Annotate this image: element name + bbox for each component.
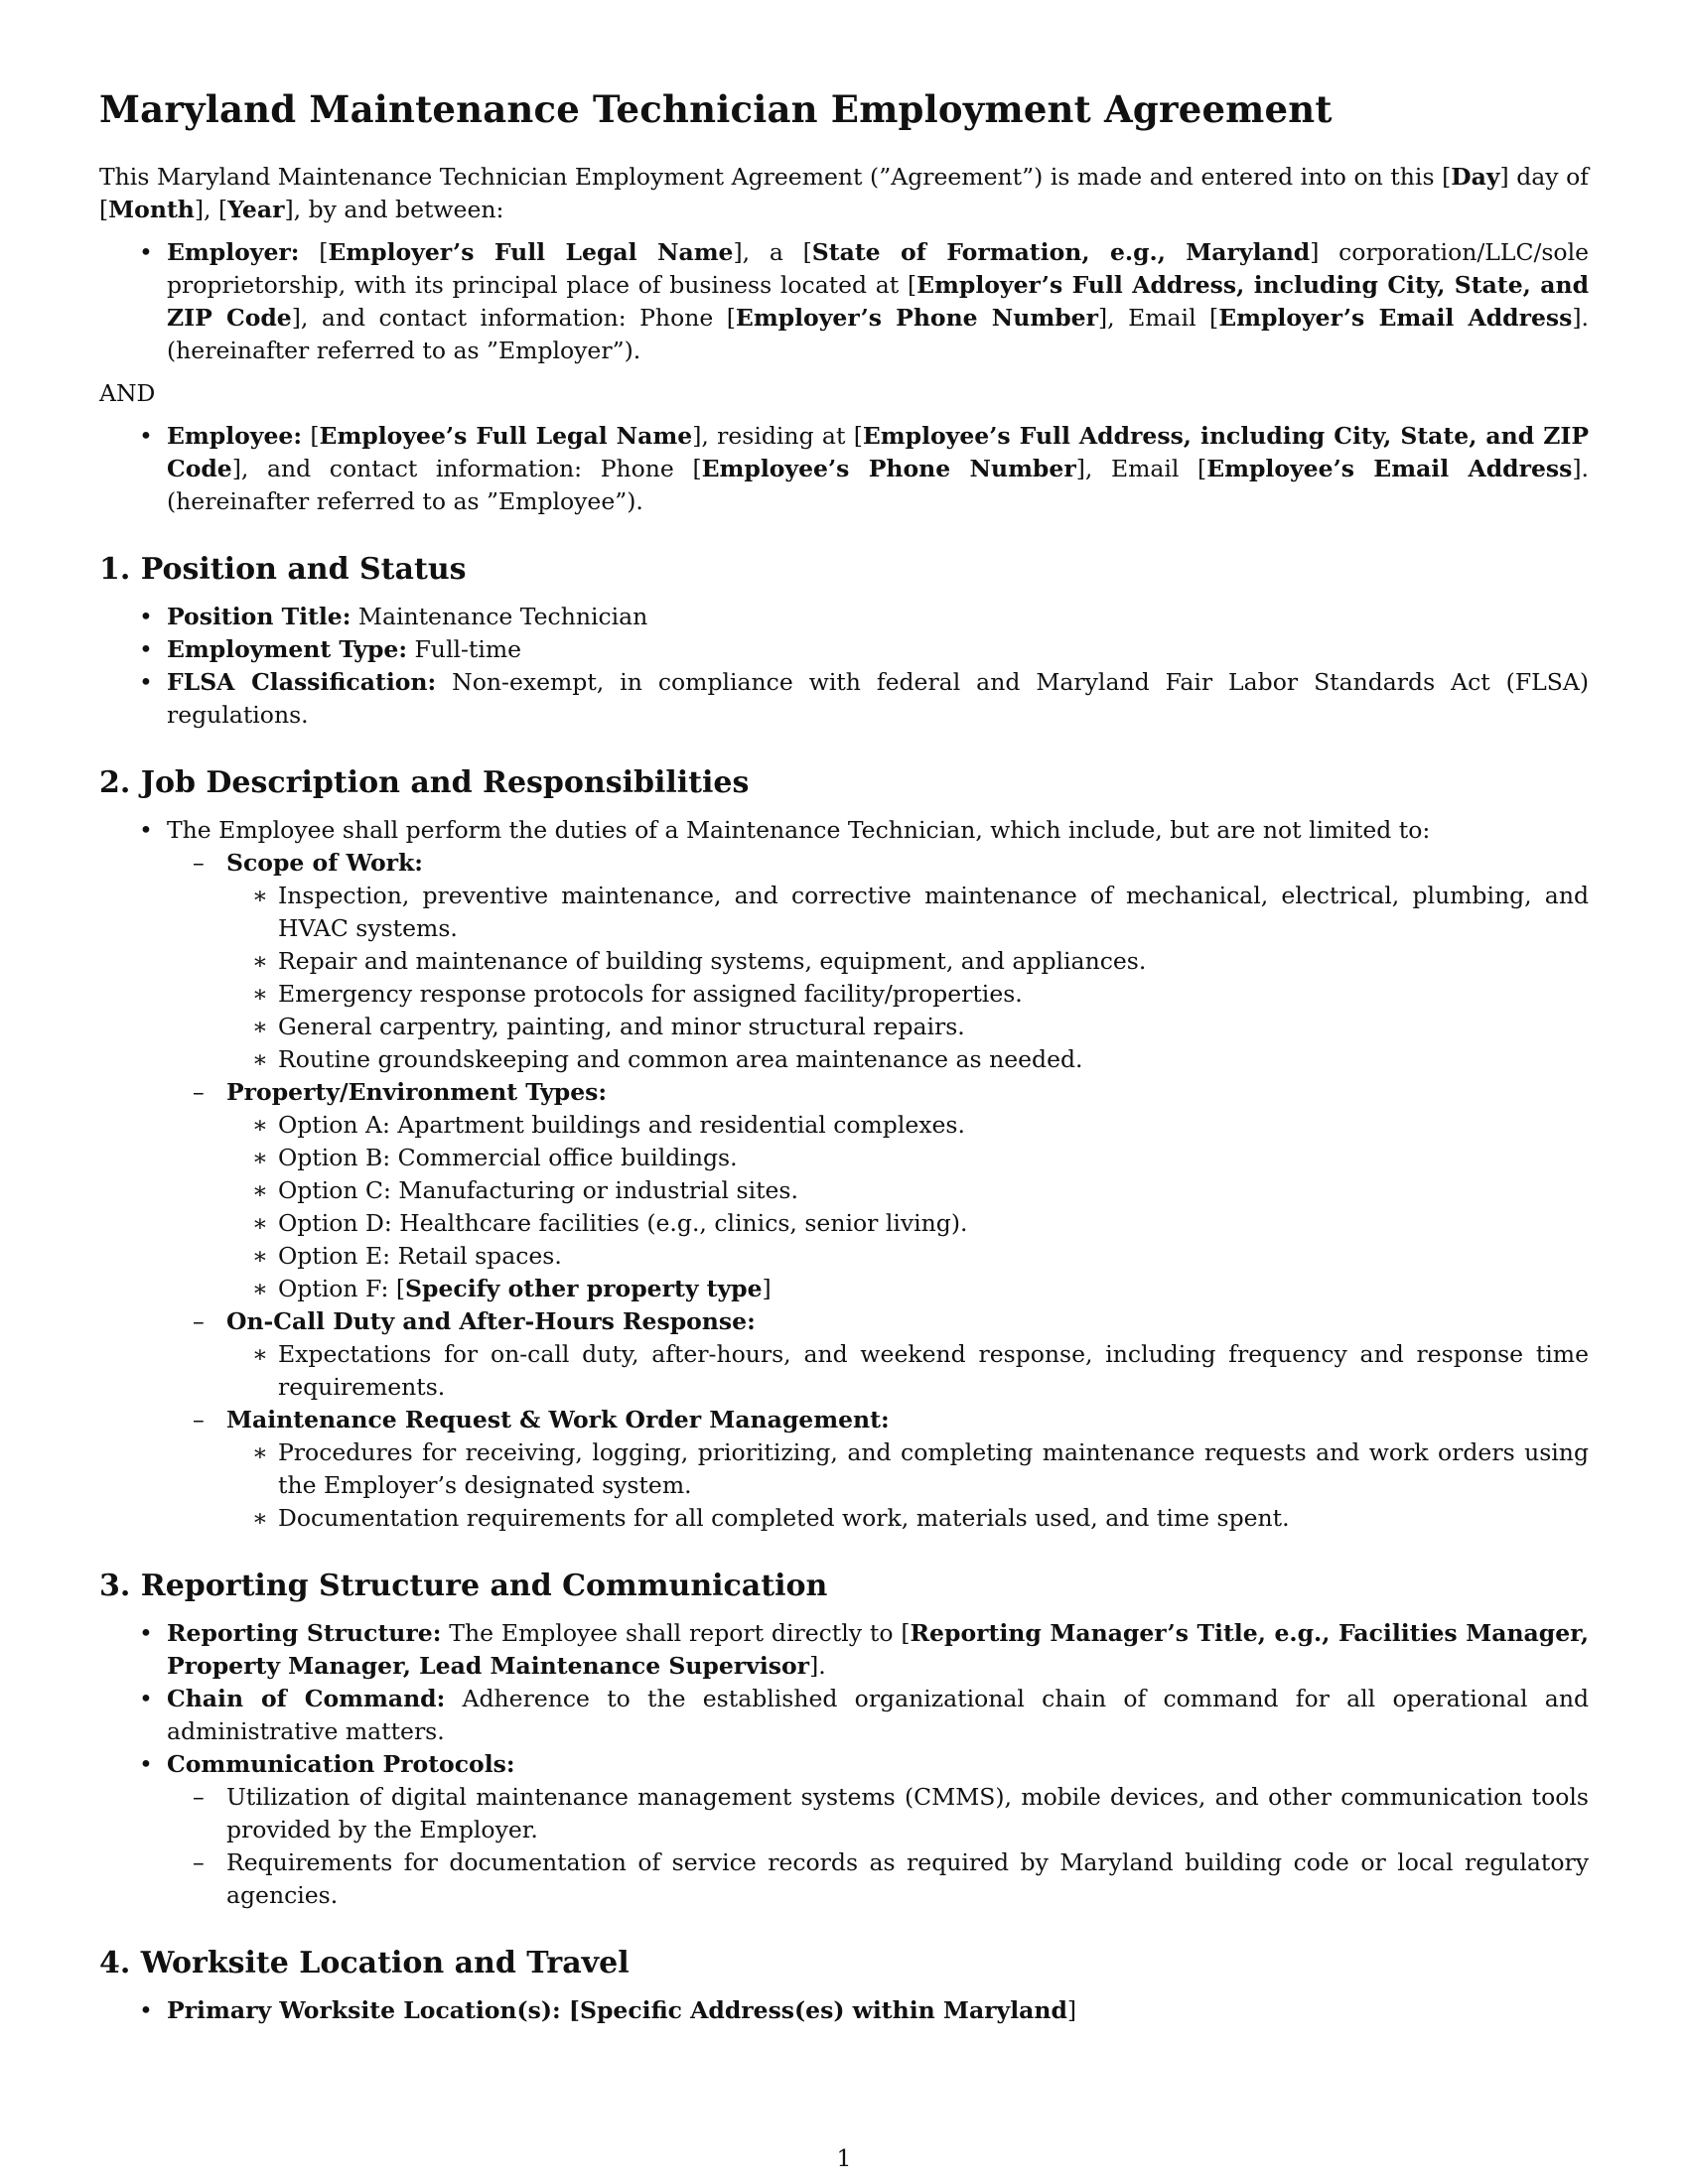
list-item: ∗ Procedures for receiving, logging, prioritizing, and completing maintenance requests and work orders using the Employer’s designated system. [226, 1436, 1589, 1502]
maintenance-request-list [226, 1436, 1589, 1535]
section-3-heading: 3. Reporting Structure and Communication [99, 1569, 828, 1603]
and-separator: AND [99, 379, 156, 407]
section-4-heading: 4. Worksite Location and Travel [99, 1946, 630, 1980]
month-placeholder: Month [108, 196, 195, 223]
property-types: – Property/Environment Types: ∗ Option A: Apartment buildings and residential complexes. ∗ Option B: Commercial office buildings. ∗ Option C: Manufacturing or industrial sites. ∗ Option D: Healthcare facilities (e.g., clinics, senior living). ∗ Option E: Retail spaces. ∗ Option F: [Specify other property type] [167, 1076, 1589, 1305]
employee-item: • Employee: [Employee’s Full Legal Name], residing at [Employee’s Full Address, including City, State, and ZIP Code], and contact information: Phone [Employee’s Phone Number], Email [Employee’s Email Address]. (hereinafter referred to as ”Employee”). [99, 420, 1589, 518]
chain-of-command-item: • Chain of Command: Adherence to the established organizational chain of command for all operational and administrative matters. [99, 1683, 1589, 1748]
section-4-list [99, 1994, 1589, 2027]
communication-protocols-item: • Communication Protocols: – Utilization of digital maintenance management systems (CMMS), mobile devices, and other communication tools provided by the Employer. – Requirements for documentation of service records as required by Maryland building code or local regulatory agencies. [99, 1748, 1589, 1912]
day-placeholder: Day [1451, 163, 1500, 191]
list-item: ∗ Documentation requirements for all completed work, materials used, and time spent. [226, 1502, 1589, 1535]
document-page [99, 87, 1589, 2027]
on-call-duty: – On-Call Duty and After-Hours Response: ∗ Expectations for on-call duty, after-hours, and weekend response, including frequency and response time requirements. [167, 1305, 1589, 1404]
list-item: ∗ Expectations for on-call duty, after-hours, and weekend response, including frequency and response time requirements. [226, 1338, 1589, 1404]
employer-item: • Employer: [Employer’s Full Legal Name], a [State of Formation, e.g., Maryland] corporation/LLC/sole proprietorship, with its principal place of business located at [Employer’s Full Address, including City, State, and ZIP Code], and contact information: Phone [Employer’s Phone Number], Email [Employer’s Email Address]. (hereinafter referred to as ”Employer”). [99, 236, 1589, 367]
flsa-item: • FLSA Classification: Non-exempt, in compliance with federal and Maryland Fair Labor Standards Act (FLSA) regulations. [99, 666, 1589, 732]
list-item: ∗ Option D: Healthcare facilities (e.g., clinics, senior living). [226, 1207, 1589, 1240]
reporting-structure-item: • Reporting Structure: The Employee shall report directly to [Reporting Manager’s Title, e.g., Facilities Manager, Property Manager, Lead Maintenance Supervisor]. [99, 1617, 1589, 1683]
section-1-heading: 1. Position and Status [99, 552, 467, 587]
intro-paragraph: This Maryland Maintenance Technician Employment Agreement (”Agreement”) is made and entered into on this [Day] day of [Month], [Year], by and between: [99, 163, 1589, 223]
document-title: Maryland Maintenance Technician Employment Agreement [99, 87, 1333, 131]
section-2-list [99, 814, 1589, 1535]
duties-sublist [167, 847, 1589, 1535]
on-call-list [226, 1338, 1589, 1404]
section-2-heading: 2. Job Description and Responsibilities [99, 765, 750, 800]
primary-worksite-item: • Primary Worksite Location(s): [Specific Address(es) within Maryland] [99, 1994, 1589, 2027]
duties-item: • The Employee shall perform the duties of a Maintenance Technician, which include, but are not limited to: – Scope of Work: ∗ Inspection, preventive maintenance, and corrective maintenance of mechanical, electrical, plumbing, and HVAC systems. ∗ Repair and maintenance of building systems, equipment, and appliances. ∗ Emergency response protocols for assigned facility/properties. ∗ General carpentry, painting, and minor structural repairs. ∗ Routine groundskeeping and common area maintenance as needed. – Property/Environment Types: ∗ Option A: Apartment buildings and residential complexes. ∗ Option B: Commercial office buildings. ∗ Option C: Manufacturing or industrial sites. ∗ Option D: Healthcare facilities (e.g., clinics, senior living). ∗ Option E: Retail spaces. ∗ Option F: [Specify other property type] – On-Call Duty and After-Hours Response: ∗ Expectations for on-call duty, after-hours, and weekend response, including frequency and response time requirements. – Maintenance Request & Work Order Management: ∗ Procedures for receiving, logging, prioritizing, and completing maintenance requests and work orders using the Employer’s designated system. ∗ Documentation requirements for all completed work, materials used, and time spent. [99, 814, 1589, 1535]
maintenance-requests: – Maintenance Request & Work Order Management: ∗ Procedures for receiving, logging, prioritizing, and completing maintenance requests and work orders using the Employer’s designated system. ∗ Documentation requirements for all completed work, materials used, and time spent. [167, 1404, 1589, 1535]
page-number: 1 [836, 2144, 852, 2172]
scope-of-work: – Scope of Work: ∗ Inspection, preventive maintenance, and corrective maintenance of mechanical, electrical, plumbing, and HVAC systems. ∗ Repair and maintenance of building systems, equipment, and appliances. ∗ Emergency response protocols for assigned facility/properties. ∗ General carpentry, painting, and minor structural repairs. ∗ Routine groundskeeping and common area maintenance as needed. [167, 847, 1589, 1076]
position-title-item: • Position Title: Maintenance Technician [99, 601, 1589, 633]
list-item: ∗ Option F: [Specify other property type] [226, 1273, 1589, 1305]
list-item: ∗ Repair and maintenance of building systems, equipment, and appliances. [226, 945, 1589, 978]
employer-list [99, 236, 1589, 367]
list-item: ∗ Emergency response protocols for assigned facility/properties. [226, 978, 1589, 1011]
section-3-list [99, 1617, 1589, 1912]
employee-list [99, 420, 1589, 518]
section-1-list [99, 601, 1589, 732]
list-item: ∗ Option C: Manufacturing or industrial sites. [226, 1174, 1589, 1207]
list-item: ∗ Option A: Apartment buildings and residential complexes. [226, 1109, 1589, 1142]
list-item: ∗ Option E: Retail spaces. [226, 1240, 1589, 1273]
list-item: ∗ Inspection, preventive maintenance, and corrective maintenance of mechanical, electrical, plumbing, and HVAC systems. [226, 880, 1589, 945]
property-list [226, 1109, 1589, 1305]
list-item: ∗ Routine groundskeeping and common area maintenance as needed. [226, 1043, 1589, 1076]
list-item: ∗ Option B: Commercial office buildings. [226, 1142, 1589, 1174]
list-item: – Requirements for documentation of service records as required by Maryland building code or local regulatory agencies. [167, 1846, 1589, 1912]
employment-type-item: • Employment Type: Full-time [99, 633, 1589, 666]
list-item: – Utilization of digital maintenance management systems (CMMS), mobile devices, and other communication tools provided by the Employer. [167, 1781, 1589, 1846]
year-placeholder: Year [227, 196, 285, 223]
list-item: ∗ General carpentry, painting, and minor structural repairs. [226, 1011, 1589, 1043]
scope-list [226, 880, 1589, 1076]
communication-list [167, 1781, 1589, 1912]
